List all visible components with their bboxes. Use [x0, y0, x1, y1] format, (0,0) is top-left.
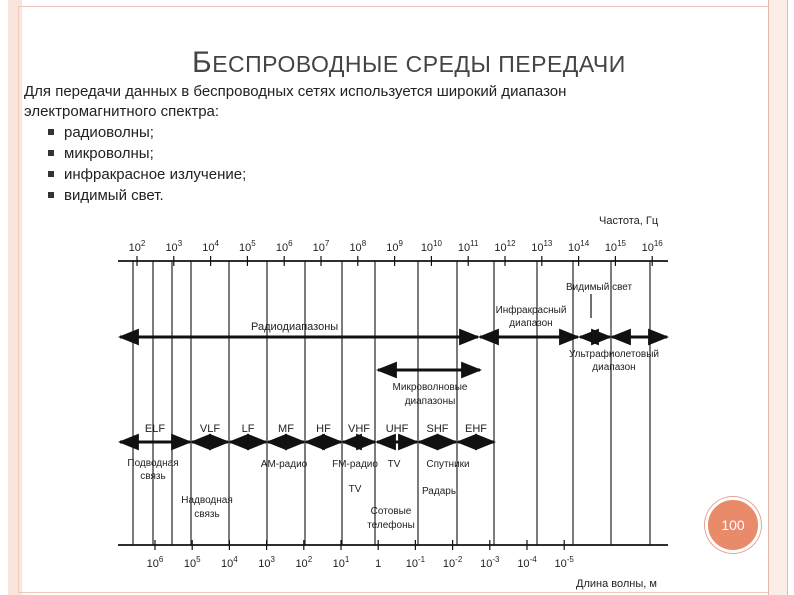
- freq-tick-label: $10^{11}$: [457, 239, 479, 254]
- title-first-letter: Б: [192, 46, 213, 79]
- freq-tick-label: $10^4$: [202, 239, 219, 254]
- bullet-item: микроволны;: [48, 143, 246, 164]
- wave-tick-label: $10^{-5}$: [554, 555, 574, 570]
- app-submarine-line2: связь: [140, 471, 166, 482]
- band-label: ELF: [144, 423, 166, 435]
- band-label: SHF: [426, 423, 449, 435]
- page-number-badge: 100: [705, 497, 761, 553]
- band-label: VHF: [348, 423, 370, 435]
- wave-tick-label: $10^{-1}$: [405, 555, 426, 570]
- app-radars: Радары: [421, 486, 459, 497]
- infrared-label-line2: диапазон: [509, 318, 553, 329]
- microwave-label-line2: диапазоны: [404, 396, 456, 407]
- intro-line-2: электромагнитного спектра:: [24, 103, 220, 120]
- freq-axis-label: Частота, Гц: [599, 215, 659, 227]
- ultraviolet-label-line2: диапазон: [592, 362, 636, 373]
- app-fm-radio: FM-радио: [332, 459, 378, 470]
- freq-tick-label: $10^8$: [349, 239, 367, 254]
- app-tv-2: TV: [348, 484, 362, 495]
- freq-tick-label: $10^{10}$: [420, 239, 442, 254]
- app-cellular-line1: Сотовые: [370, 506, 412, 517]
- app-submarine-line1: Подводная: [127, 458, 179, 469]
- ultraviolet-label-line1: Ультрафиолетовый: [569, 349, 659, 360]
- freq-tick-label: $10^7$: [312, 239, 330, 254]
- wave-tick-label: 1: [375, 558, 382, 570]
- band-label: VLF: [199, 423, 221, 435]
- app-satellites: Спутники: [426, 459, 470, 470]
- freq-tick-label: $10^5$: [239, 239, 256, 254]
- band-segments: [120, 423, 494, 442]
- band-label: HF: [316, 423, 331, 435]
- band-label: MF: [278, 423, 294, 435]
- wave-tick-label: $10^{-2}$: [442, 555, 463, 570]
- wave-tick-label: $10^2$: [295, 555, 313, 570]
- band-label: UHF: [385, 423, 409, 435]
- freq-tick-label: $10^{13}$: [531, 239, 553, 254]
- wave-axis-label: Длина волны, м: [576, 578, 657, 590]
- app-tv: TV: [387, 459, 401, 470]
- freq-tick-label: $10^{15}$: [604, 239, 626, 254]
- freq-tick-label: $10^9$: [386, 239, 403, 254]
- microwave-label-line1: Микроволновые: [392, 382, 468, 393]
- visible-light-label: Видимый свет: [566, 282, 633, 293]
- bullet-item: видимый свет.: [48, 185, 246, 206]
- app-cellular-line2: телефоны: [367, 520, 415, 531]
- freq-tick-label: $10^6$: [275, 239, 293, 254]
- band-label: EHF: [465, 423, 487, 435]
- intro-line-1: Для передачи данных в беспроводных сетях используется широкий диапазон: [24, 83, 567, 100]
- freq-tick-label: $10^{16}$: [641, 239, 663, 254]
- radio-label: Радиодиапазоны: [251, 321, 339, 333]
- wave-tick-label: $10^1$: [332, 555, 350, 570]
- freq-tick-label: $10^{12}$: [494, 239, 516, 254]
- wave-tick-label: $10^{-3}$: [480, 555, 500, 570]
- freq-tick-label: $10^2$: [128, 239, 146, 254]
- app-am-radio: AM-радио: [260, 459, 308, 470]
- wave-tick-label: $10^3$: [258, 555, 275, 570]
- infrared-label-line1: Инфракрасный: [495, 305, 567, 316]
- band-label: LF: [241, 423, 255, 435]
- wave-tick-label: $10^4$: [221, 555, 238, 570]
- bullet-item: радиоволны;: [48, 122, 246, 143]
- freq-tick-label: $10^3$: [165, 239, 183, 254]
- bullet-item: инфракрасное излучение;: [48, 164, 246, 185]
- title-rest: ЕСПРОВОДНЫЕ СРЕДЫ ПЕРЕДАЧИ: [212, 51, 626, 77]
- app-surface-line2: связь: [194, 509, 220, 520]
- wave-tick-label: $10^5$: [183, 555, 201, 570]
- wave-tick-label: $10^6$: [146, 555, 164, 570]
- app-surface-line1: Надводная: [181, 495, 233, 506]
- wave-tick-label: $10^{-4}$: [517, 555, 537, 570]
- freq-tick-label: $10^{14}$: [568, 239, 590, 254]
